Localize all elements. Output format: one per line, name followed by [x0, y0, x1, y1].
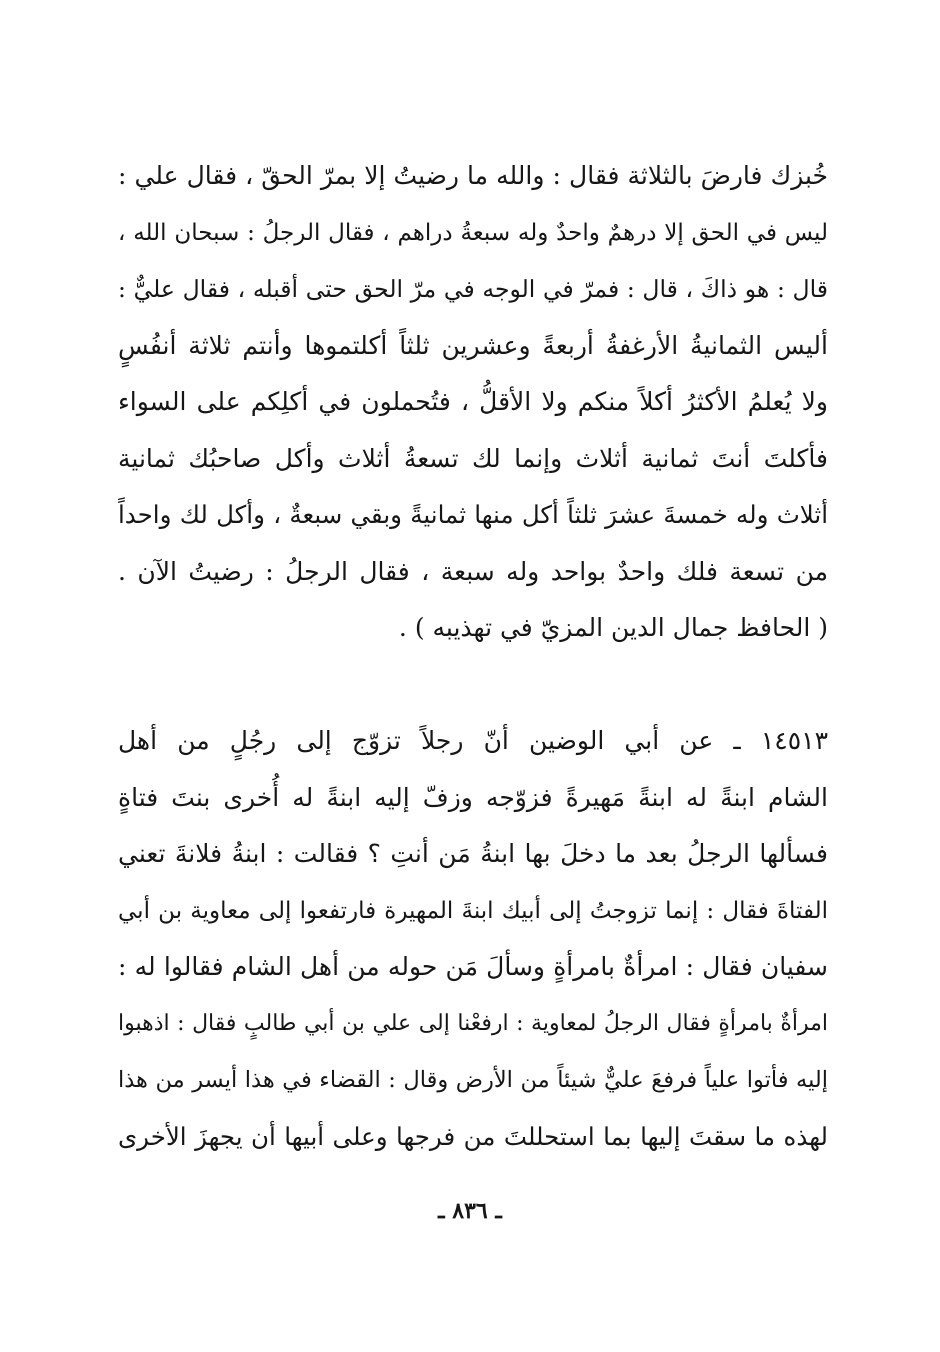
text-line: لهذه ما سقتَ إليها بما استحللتَ من فرجها وعلى أبيها أن يجهزَ الأخرى	[118, 1121, 828, 1151]
text-line: ١٤٥١٣ ـ عن أبي الوضين أنّ رجلاً تزوّج إلى رجُلٍ من أهل	[118, 726, 828, 755]
text-line: خُبزك فارضَ بالثلاثة فقال : والله ما رضيتُ إلا بمرّ الحقّ ، فقال علي :	[118, 161, 828, 190]
text-line: ولا يُعلمُ الأكثرُ أكلاً منكم ولا الأقلُّ ، فتُحملون في أكلِكم على السواء	[118, 387, 828, 416]
text-line: سفيان فقال : امرأةٌ بامرأةٍ وسألَ مَن حوله من أهل الشام فقالوا له :	[118, 952, 828, 981]
page-number: ـ ٨٣٦ ـ	[438, 1198, 502, 1224]
source-citation: ( الحافظ جمال الدين المزيّ في تهذيبه ) .	[398, 613, 828, 642]
text-line: من تسعة فلك واحدٌ بواحد وله سبعة ، فقال الرجلُ : رضيتُ الآن .	[118, 556, 828, 586]
text-line: أليس الثمانيةُ الأرغفةُ أربعةً وعشرين ثلثاً أكلتموها وأنتم ثلاثة أنفُسٍ	[118, 330, 828, 360]
text-line: فسألها الرجلُ بعد ما دخلَ بها ابنةُ مَن أنتِ ؟ فقالت : ابنةُ فلانةَ تعني	[118, 839, 828, 868]
text-line: الشام ابنةً له ابنةً مَهيرةً فزوّجه وزفّ إليه ابنةً له أُخرى بنتَ فتاةٍ	[118, 782, 828, 812]
text-line: إليه فأتوا علياً فرفعَ عليٌّ شيئاً من الأرض وقال : القضاء في هذا أيسر من هذا	[118, 1067, 828, 1093]
text-line: ليس في الحق إلا درهمٌ واحدٌ وله سبعةُ دراهم ، فقال الرجلُ : سبحان الله ،	[118, 219, 828, 246]
paragraph-14513	[118, 713, 828, 1165]
paragraph-14512-ending	[118, 148, 828, 657]
text-line: قال : هو ذاكَ ، قال : فمرّ في الوجه في مرّ الحق حتى أقبله ، فقال عليٌّ :	[118, 275, 828, 303]
text-line: فأكلتَ أنتَ ثمانية أثلاث وإنما لك تسعةُ أثلاث وأكل صاحبُك ثمانية	[118, 443, 828, 473]
text-line: أثلاث وله خمسةَ عشرَ ثلثاً أكل منها ثمانيةً وبقي سبعةٌ ، وأكل لك واحداً	[118, 500, 828, 529]
text-line: امرأةٌ بامرأةٍ فقال الرجلُ لمعاوية : ارفعْنا إلى علي بن أبي طالبٍ فقال : اذهبوا	[118, 1010, 828, 1036]
text-line: الفتاةَ فقال : إنما تزوجتُ إلى أبيك ابنةَ المهيرة فارتفعوا إلى معاوية بن أبي	[118, 897, 828, 924]
